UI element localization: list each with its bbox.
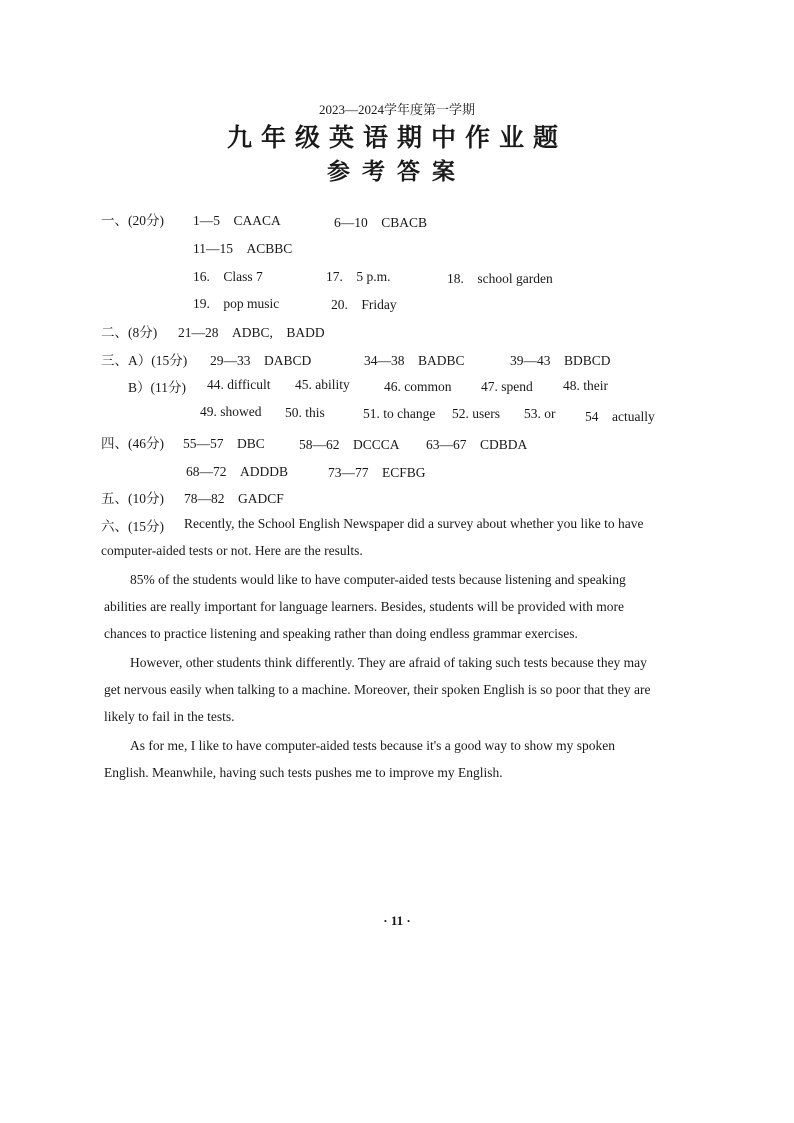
- answer-68-72: 68—72 ADDDB: [186, 464, 289, 479]
- answer-20: 20. Friday: [331, 297, 397, 312]
- page-title: 九年级英语期中作业题: [226, 123, 567, 152]
- essay-line-2: computer-aided tests or not. Here are the results.: [101, 543, 363, 558]
- answer-39-43: 39—43 BDBCD: [510, 353, 611, 368]
- essay-para2-line1: 85% of the students would like to have computer-aided tests because listening and speaking: [130, 572, 626, 587]
- essay-para2-line2: abilities are really important for language learners. Besides, students will be provided with more: [104, 599, 624, 614]
- essay-para2-line3: chances to practice listening and speaking rather than doing endless grammar exercises.: [104, 626, 578, 641]
- answer-73-77: 73—77 ECFBG: [328, 465, 426, 480]
- word-50: 50. this: [285, 405, 325, 420]
- answer-11-15: 11—15 ACBBC: [193, 241, 293, 256]
- answer-21-28: 21—28 ADBC, BADD: [178, 325, 325, 340]
- word-49: 49. showed: [200, 404, 262, 419]
- section1-label: 一、(20分): [101, 213, 164, 228]
- essay-para3-line2: get nervous easily when talking to a machine. Moreover, their spoken English is so poor that they are: [104, 682, 651, 697]
- word-51: 51. to change: [363, 406, 436, 421]
- answer-34-38: 34—38 BADBC: [364, 353, 465, 368]
- answer-55-57: 55—57 DBC: [183, 436, 265, 451]
- word-47: 47. spend: [481, 379, 533, 394]
- answer-58-62: 58—62 DCCCA: [299, 437, 400, 452]
- section3b-label: B）(11分): [128, 380, 186, 395]
- answer-6-10: 6—10 CBACB: [334, 215, 428, 230]
- section2-label: 二、(8分): [101, 325, 158, 340]
- answer-18: 18. school garden: [447, 271, 553, 286]
- word-46: 46. common: [384, 379, 452, 394]
- word-53: 53. or: [524, 406, 556, 421]
- answer-19: 19. pop music: [193, 296, 280, 311]
- answer-78-82: 78—82 GADCF: [184, 491, 284, 506]
- essay-para4-line1: As for me, I like to have computer-aided tests because it's a good way to show my spoken: [130, 738, 616, 753]
- section5-label: 五、(10分): [101, 491, 164, 506]
- essay-line-1: Recently, the School English Newspaper did a survey about whether you like to have: [184, 516, 644, 531]
- page-subtitle: 参考答案: [327, 159, 467, 185]
- answer-63-67: 63—67 CDBDA: [426, 437, 528, 452]
- section4-label: 四、(46分): [101, 436, 164, 451]
- page-number: · 11 ·: [383, 913, 411, 928]
- year-line: 2023—2024学年度第一学期: [318, 102, 475, 117]
- word-48: 48. their: [563, 378, 608, 393]
- answer-16: 16. Class 7: [193, 269, 263, 284]
- word-54: 54 actually: [585, 409, 655, 424]
- essay-para3-line3: likely to fail in the tests.: [104, 709, 235, 724]
- word-45: 45. ability: [295, 377, 350, 392]
- answer-1-5: 1—5 CAACA: [193, 213, 281, 228]
- section3a-label: 三、A）(15分): [101, 353, 188, 368]
- essay-para4-line2: English. Meanwhile, having such tests pushes me to improve my English.: [104, 765, 503, 780]
- word-52: 52. users: [452, 406, 500, 421]
- word-44: 44. difficult: [207, 377, 271, 392]
- section6-label: 六、(15分): [101, 519, 164, 534]
- essay-para3-line1: However, other students think differently. They are afraid of taking such tests because they may: [130, 655, 647, 670]
- answer-29-33: 29—33 DABCD: [210, 353, 312, 368]
- answer-17: 17. 5 p.m.: [326, 269, 391, 284]
